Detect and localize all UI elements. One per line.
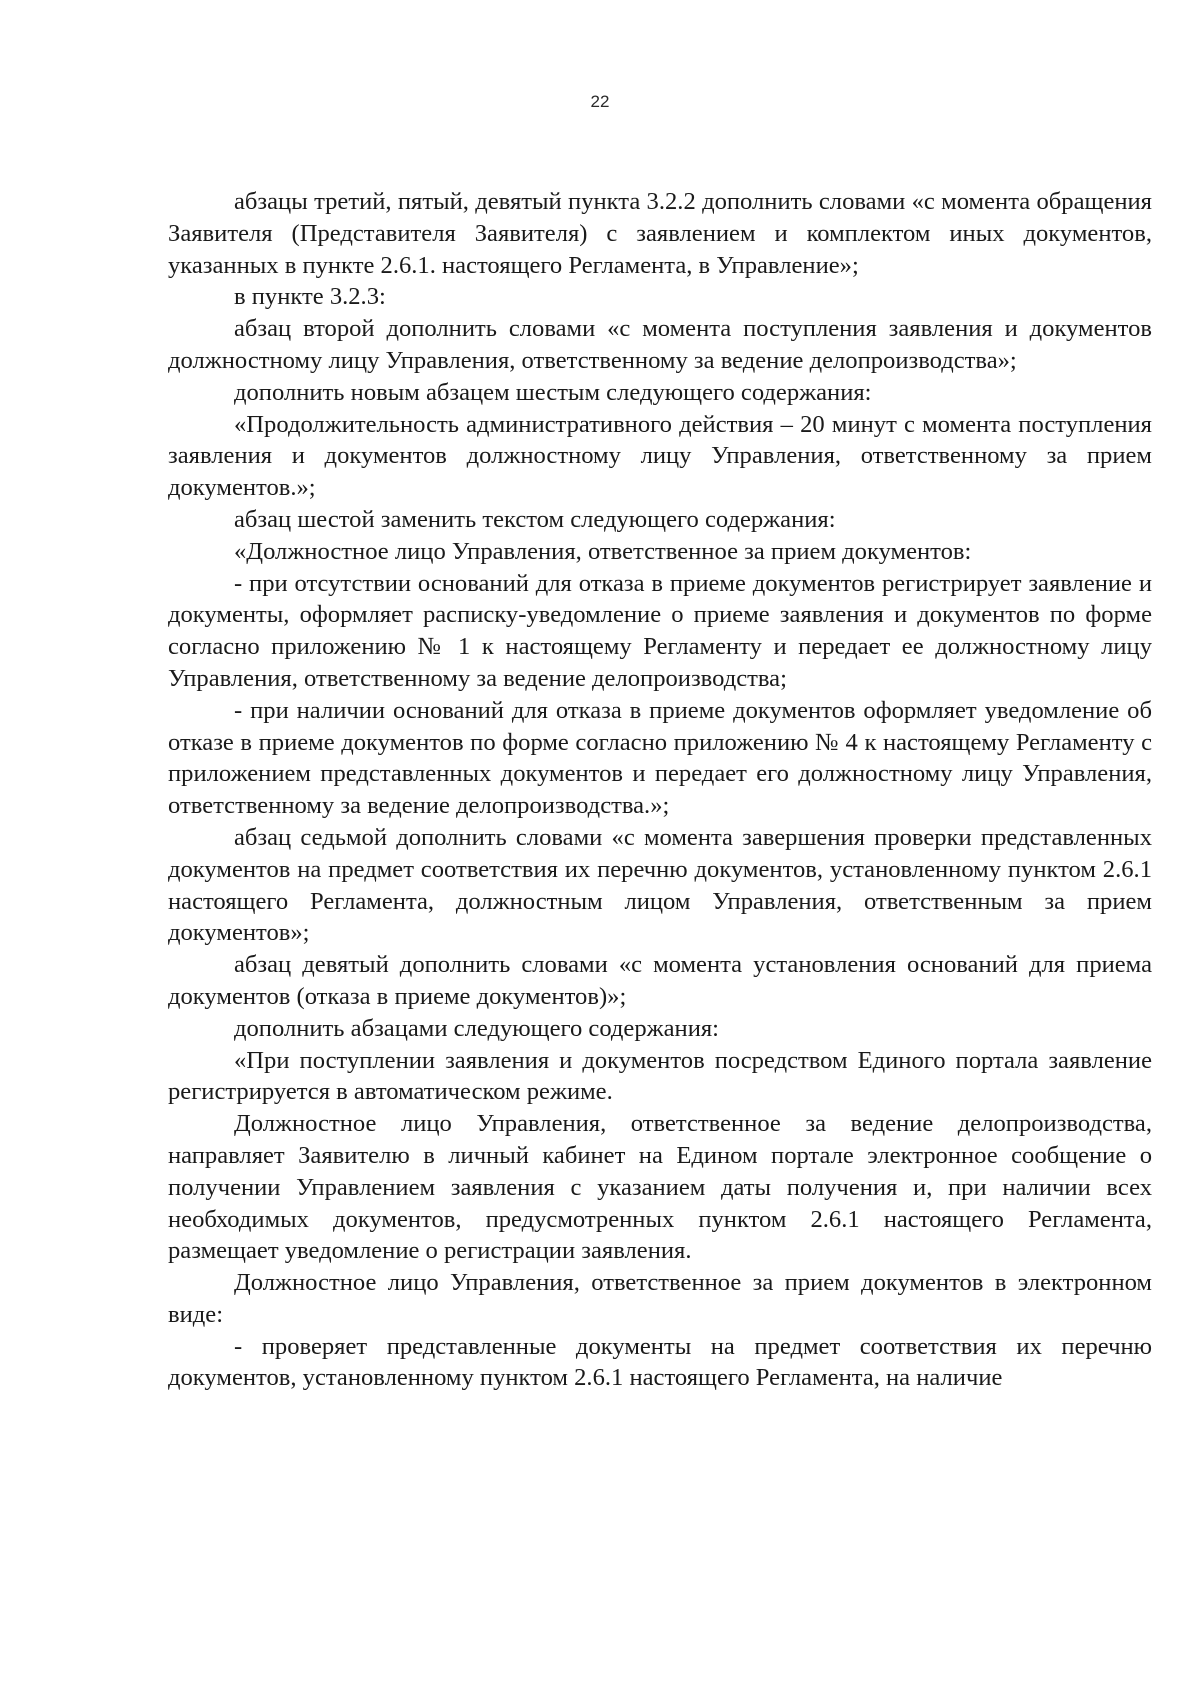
paragraph: дополнить новым абзацем шестым следующего содержания: — [234, 378, 872, 406]
paragraph: абзац девятый дополнить словами «с момента установления оснований для приема документов (отказа в приеме документов)»; — [168, 951, 1152, 1010]
paragraph: Должностное лицо Управления, ответственное за ведение делопроизводства, направляет Заявителю в личный кабинет на Едином портале электронное сообщение о получении Управлением заявления с указанием даты получения и, при наличии всех необходимых документов, предусмотренных пунктом 2.6.1 настоящего Регламента, размещает уведомление о регистрации заявления. — [168, 1110, 1152, 1265]
paragraph: - при отсутствии оснований для отказа в приеме документов регистрирует заявление и документы, оформляет расписку-уведомление о приеме заявления и документов по форме согласно приложению № 1 к настоящему Регламенту и передает ее должностному лицу Управления, ответственному за ведение делопроизводства; — [168, 569, 1152, 692]
paragraph: Должностное лицо Управления, ответственное за прием документов в электронном виде: — [168, 1269, 1152, 1328]
paragraph: абзац седьмой дополнить словами «с момента завершения проверки представленных документов на предмет соответствия их перечню документов, установленному пунктом 2.6.1 настоящего Регламента, должностным лицом Управления, ответственным за прием документов»; — [168, 823, 1152, 947]
paragraph: абзац шестой заменить текстом следующего содержания: — [234, 505, 836, 533]
paragraph: - проверяет представленные документы на предмет соответствия их перечню документов, установленному пунктом 2.6.1 настоящего Регламента, на наличие — [168, 1332, 1152, 1392]
paragraph: в пункте 3.2.3: — [234, 283, 386, 311]
paragraph: «Продолжительность административного действия – 20 минут с момента поступления заявления и документов должностному лицу Управления, ответственному за прием документов.»; — [168, 410, 1152, 502]
paragraph: абзацы третий, пятый, девятый пункта 3.2.2 дополнить словами «с момента обращения Заявителя (Представителя Заявителя) с заявлением и комплектом иных документов, указанных в пункте 2.6.1. настоящего Регламента, в Управление»; — [168, 188, 1152, 279]
paragraph: «При поступлении заявления и документов посредством Единого портала заявление регистрируется в автоматическом режиме. — [168, 1046, 1152, 1106]
paragraph: «Должностное лицо Управления, ответственное за прием документов: — [234, 537, 972, 565]
paragraph: абзац второй дополнить словами «с момента поступления заявления и документов должностному лицу Управления, ответственному за ведение делопроизводства»; — [168, 315, 1152, 374]
paragraph: дополнить абзацами следующего содержания: — [234, 1014, 720, 1042]
document-body — [168, 186, 1152, 1394]
page-number: 22 — [590, 92, 610, 111]
paragraph: - при наличии оснований для отказа в приеме документов оформляет уведомление об отказе в приеме документов по форме согласно приложению № 4 к настоящему Регламенту с приложением представленных документов и передает его должностному лицу Управления, ответственному за ведение делопроизводства.»; — [168, 696, 1152, 820]
